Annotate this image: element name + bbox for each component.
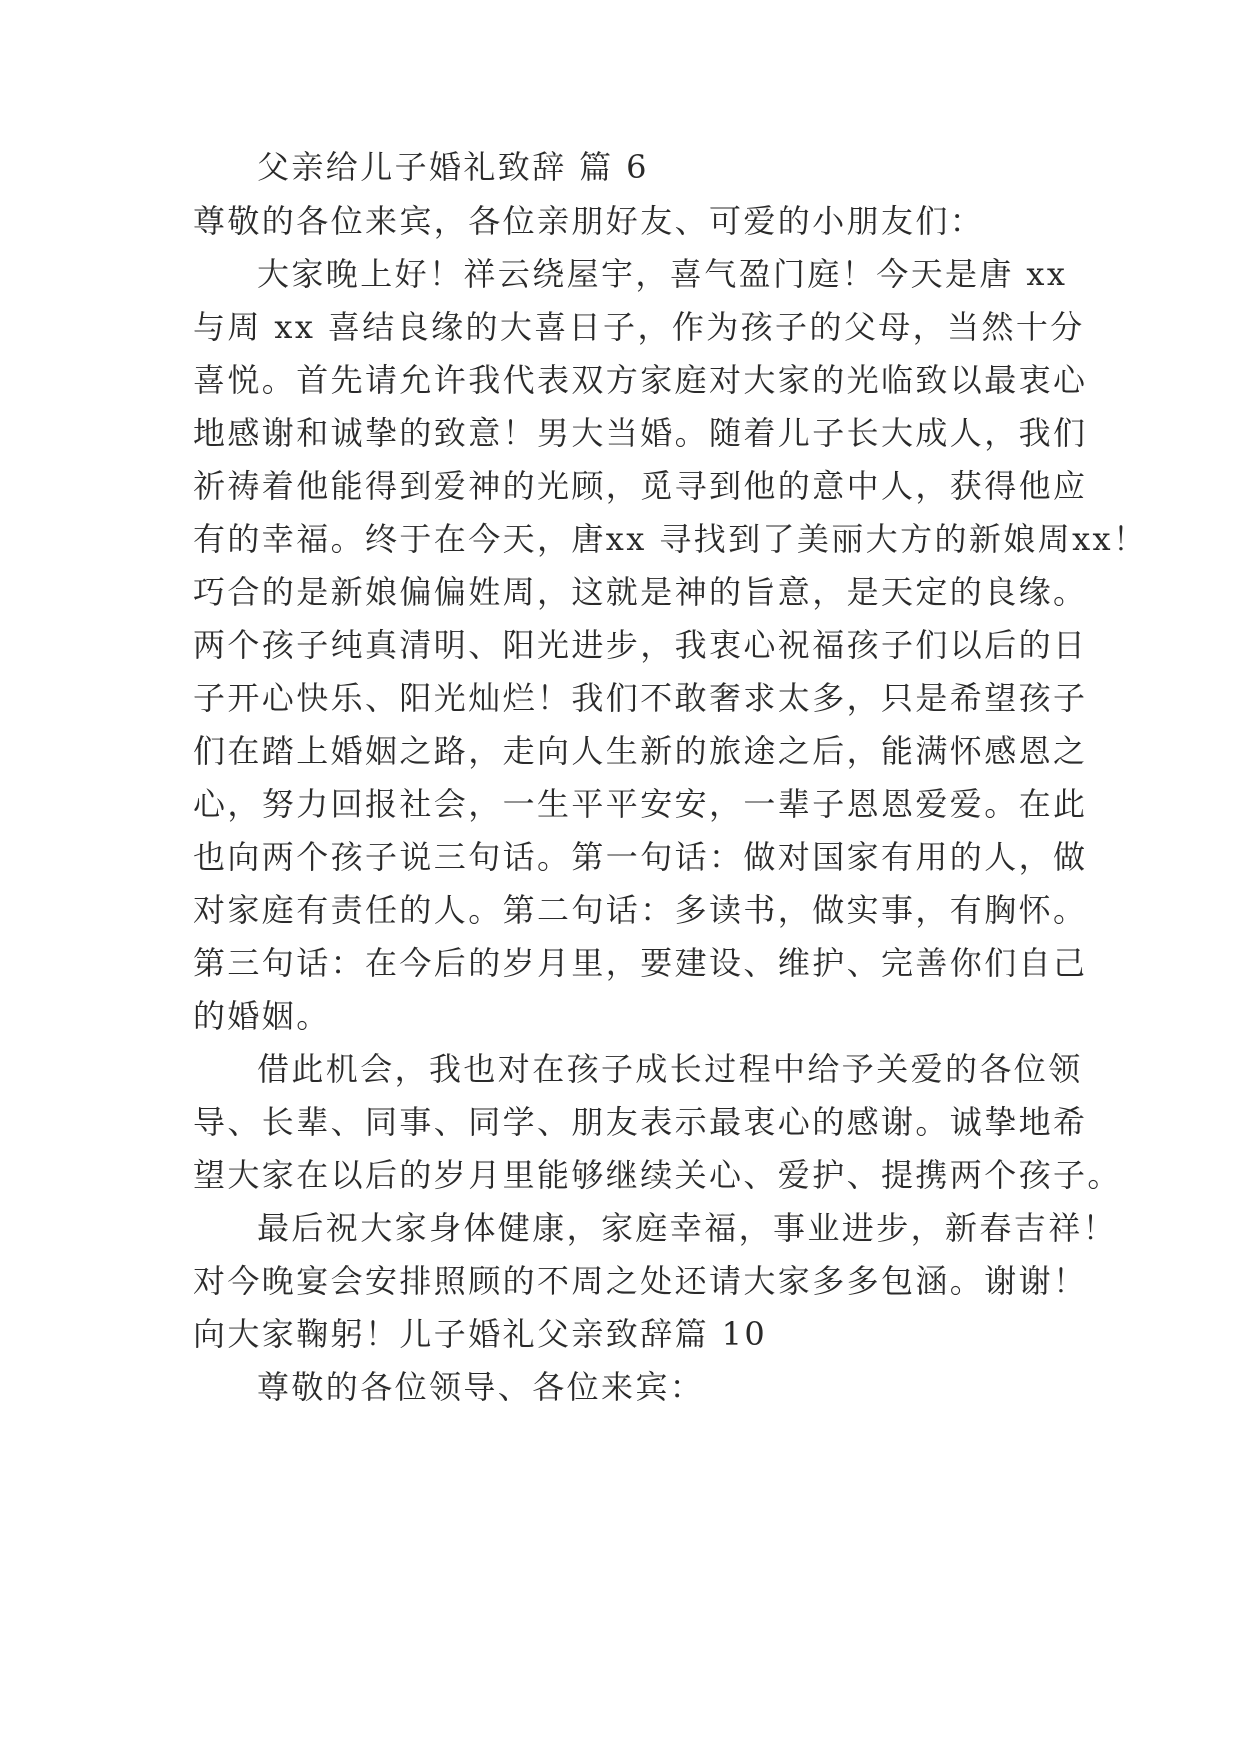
- text-line: 的婚姻。: [193, 997, 331, 1035]
- text-line: 地感谢和诚挚的致意！男大当婚。随着儿子长大成人，我们: [193, 414, 1088, 452]
- text-line: 尊敬的各位领导、各位来宾：: [257, 1368, 705, 1406]
- text-line: 尊敬的各位来宾，各位亲朋好友、可爱的小朋友们：: [193, 202, 985, 240]
- text-line: 祈祷着他能得到爱神的光顾，觅寻到他的意中人，获得他应: [193, 467, 1088, 505]
- text-line: 巧合的是新娘偏偏姓周，这就是神的旨意，是天定的良缘。: [193, 573, 1088, 611]
- text-line: 也向两个孩子说三句话。第一句话：做对国家有用的人，做: [193, 838, 1088, 876]
- text-line: 与周 xx 喜结良缘的大喜日子，作为孩子的父母，当然十分: [193, 308, 1085, 346]
- text-line: 向大家鞠躬！儿子婚礼父亲致辞篇 10: [193, 1315, 768, 1353]
- text-line: 对今晚宴会安排照顾的不周之处还请大家多多包涵。谢谢！: [193, 1262, 1088, 1300]
- document-heading: 父亲给儿子婚礼致辞 篇 6: [257, 148, 649, 186]
- text-line: 有的幸福。终于在今天，唐xx 寻找到了美丽大方的新娘周xx！: [193, 520, 1148, 558]
- text-line: 导、长辈、同事、同学、朋友表示最衷心的感谢。诚挚地希: [193, 1103, 1088, 1141]
- text-line: 心，努力回报社会，一生平平安安，一辈子恩恩爱爱。在此: [193, 785, 1088, 823]
- text-line: 们在踏上婚姻之路，走向人生新的旅途之后，能满怀感恩之: [193, 732, 1088, 770]
- text-line: 大家晚上好！祥云绕屋宇，喜气盈门庭！今天是唐 xx: [257, 255, 1068, 293]
- text-line: 喜悦。首先请允许我代表双方家庭对大家的光临致以最衷心: [193, 361, 1088, 399]
- text-line: 第三句话：在今后的岁月里，要建设、维护、完善你们自己: [193, 944, 1088, 982]
- text-line: 望大家在以后的岁月里能够继续关心、爱护、提携两个孩子。: [193, 1156, 1122, 1194]
- text-line: 子开心快乐、阳光灿烂！我们不敢奢求太多，只是希望孩子: [193, 679, 1088, 717]
- text-line: 借此机会，我也对在孩子成长过程中给予关爱的各位领: [257, 1050, 1083, 1088]
- text-line: 最后祝大家身体健康，家庭幸福，事业进步，新春吉祥！: [257, 1209, 1118, 1247]
- text-line: 两个孩子纯真清明、阳光进步，我衷心祝福孩子们以后的日: [193, 626, 1088, 664]
- text-line: 对家庭有责任的人。第二句话：多读书，做实事，有胸怀。: [193, 891, 1088, 929]
